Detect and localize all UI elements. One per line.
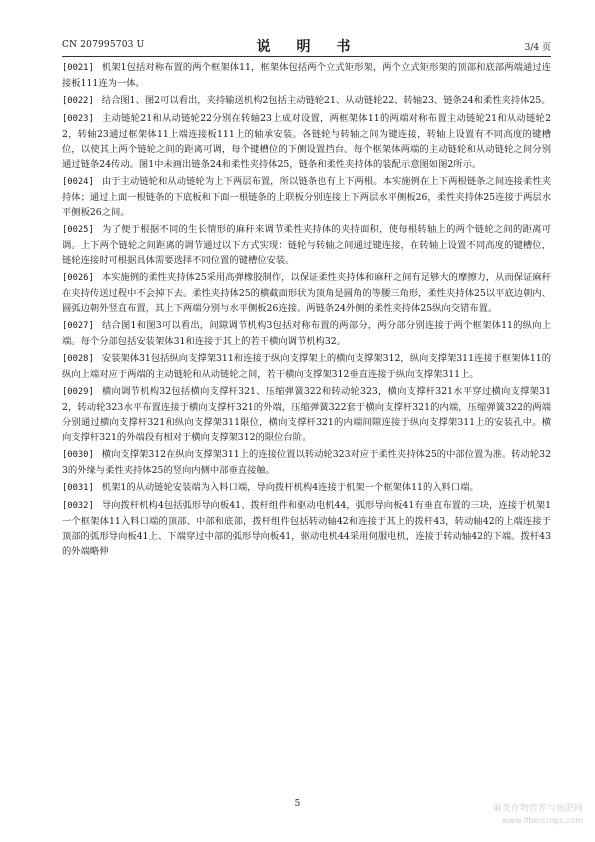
paragraph-id: [0029] [62, 387, 94, 397]
paragraph-text: 安装架体31包括纵向支撑架311和连接于纵向支撑架上的横向支撑架312，纵向支撑架311连接于框架体11的纵向上端对应于两端的主动链轮和从动链轮之间，若干横向支撑架312垂直连接于纵向支撑架311上。 [62, 353, 551, 380]
paragraph-0022 [62, 93, 551, 109]
watermark [493, 804, 583, 826]
paragraph-0028 [62, 351, 551, 382]
paragraph-id: [0032] [62, 501, 94, 511]
paragraph-0026 [62, 270, 551, 316]
paragraph-text: 结合图1、图2可以看出，夹持输送机构2包括主动链轮21、从动链轮22、转轴23、链条24和柔性夹持体25。 [101, 95, 551, 106]
paragraph-id: [0022] [62, 96, 94, 106]
paragraph-0027 [62, 318, 551, 349]
paragraph-text: 横向调节机构32包括横向支撑杆321、压缩弹簧322和转动轮323，横向支撑杆321水平穿过横向支撑架312，转动轮323水平布置连接于横向支撑杆321的外端，压缩弹簧322套于横向支撑杆321的内端，压缩弹簧322的两端分别通过横向支撑杆321和纵向支撑架311限位，横向支撑杆321的内端间隙连接于纵向支撑架311上的安装孔中。横向支撑杆321的外端段有相对于横向支撑架312的限位台阶。 [62, 386, 551, 443]
paragraph-0021 [62, 60, 551, 91]
paragraph-text: 机架1包括对称布置的两个框架体11，框架体包括两个立式矩形架，两个立式矩形架的顶部和底部两端通过连接板111连为一体。 [62, 62, 551, 89]
paragraph-id: [0023] [62, 114, 94, 124]
page-indicator: 3/4 页 [524, 43, 551, 53]
paragraph-text: 结合图1和图3可以看出，间隙调节机构3包括对称布置的两部分，两分部分别连接于两个框架体11的纵向上端。每个分部包括安装架体31和连接于其上的若干横向调节机构32。 [62, 320, 551, 347]
paragraph-text: 为了便于根据不同的生长情形的麻秆来调节柔性夹持体的夹持面积，使每根转轴上的两个链轮之间的距离可调。上下两个链轮之间距离的调节通过以下方式实现：链轮与转轴之间通过键连接，在转轴上设置不同高度的键槽位，链轮连接时可根据具体需要选择不同位置的键槽位安装。 [62, 224, 551, 266]
paragraph-0030 [62, 447, 551, 478]
paragraph-0031 [62, 480, 551, 496]
paragraph-id: [0025] [62, 225, 94, 235]
paragraph-id: [0024] [62, 177, 94, 187]
paragraph-0029 [62, 384, 551, 445]
page-number: 5 [294, 799, 301, 809]
paragraph-text: 横向支撑架312在纵向支撑架311上的连接位置以转动轮323对应于柔性夹持体25的中部位置为准。转动轮323的外缘与柔性夹持体25的竖向内侧中部垂直接触。 [62, 449, 551, 476]
paragraph-0023 [62, 111, 551, 172]
patent-number: CN 207995703 U [62, 40, 145, 50]
paragraph-text: 机架1的从动链轮安装端为入料口端，导向拨杆机构4连接于机架一个框架体11的入料口端。 [101, 482, 479, 493]
watermark-url: www.fibercrops.com [502, 816, 583, 825]
paragraph-id: [0026] [62, 273, 94, 283]
paragraph-id: [0031] [62, 483, 94, 493]
watermark-site-name: 麻类作物营养与施肥网 [492, 804, 583, 814]
paragraph-id: [0021] [62, 63, 94, 73]
paragraph-0032 [62, 498, 551, 559]
paragraph-text: 本实施例的柔性夹持体25采用高弹橡胶制作，以保证柔性夹持体和麻秆之间有足够大的摩擦力，从而保证麻秆在夹持传送过程中不会掉下去。柔性夹持体25的横截面形状为顶角是圆角的等腰三角形，柔性夹持体25以平底边朝内、圆弧边朝外竖直布置，其上下两端分别与水平侧板26连接。两链条24外侧的柔性夹持体25纵向交错布置。 [62, 272, 551, 314]
paragraph-0024 [62, 174, 551, 220]
paragraph-text: 由于主动链轮和从动链轮为上下两层布置，所以链条也有上下两根。本实施例在上下两根链条之间连接柔性夹持体；通过上面一根链条的下底板和下面一根链条的上联板分别连接上下两层水平侧板26，柔性夹持体25连接于两层水平侧板26之间。 [62, 176, 551, 218]
document-title: 说 明 书 [256, 39, 357, 55]
paragraph-id: [0030] [62, 450, 94, 460]
paragraph-id: [0027] [62, 321, 94, 331]
paragraph-0025 [62, 222, 551, 268]
paragraph-text: 导向拨杆机构4包括弧形导向板41、拨杆组件和驱动电机44，弧形导向板41有垂直布置的三块，连接于机架1一个框架体11入料口端的顶部、中部和底部，拨杆组件包括转动轴42和连接于其上的拨杆43，转动轴42的上端连接于顶部的弧形导向板41上、下端穿过中部的弧形导向板41，驱动电机44采用伺服电机，连接于转动轴42的下端。拨杆43的外端略伸 [62, 500, 551, 557]
document-body [62, 60, 551, 561]
paragraph-id: [0028] [62, 354, 94, 364]
header-divider [62, 56, 551, 57]
page-header [62, 36, 551, 54]
paragraph-text: 主动链轮21和从动链轮22分别在转轴23上成对设置，两框架体11的两端对称布置主动链轮21和从动链轮22，转轴23通过框架体11上端连接板111上的轴承安装。各链轮与转轴之间为键连接，转轴上设置有不同高度的键槽位，以使其上两个链轮之间的距离可调，每个键槽位的下侧设置挡台。每个框架体两端的主动链轮和从动链轮之间分别通过链条24传动。图1中未画出链条24和柔性夹持体25，链条和柔性夹持体的装配示意图如图2所示。 [62, 113, 551, 170]
